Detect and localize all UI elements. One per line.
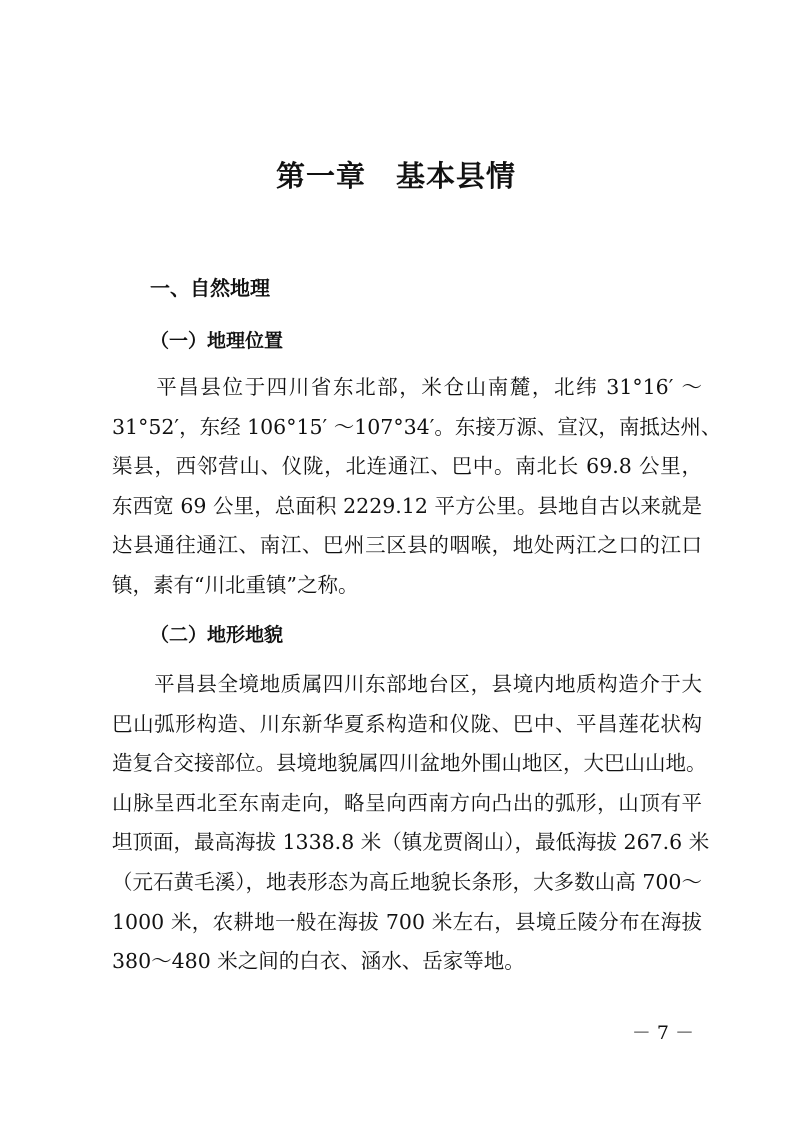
paragraph-line: 平昌县全境地质属四川东部地台区，县境内地质构造介于大 (112, 672, 702, 696)
paragraph-line: 东西宽 69 公里，总面积 2229.12 平方公里。县地自古以来就是 (112, 493, 702, 518)
paragraph-line: 坦顶面，最高海拔 1338.8 米（镇龙贾阁山），最低海拔 267.6 米 (112, 830, 710, 855)
paragraph-line: （元石黄毛溪），地表形态为高丘地貌长条形，大多数山高 700～ (112, 869, 702, 894)
paragraph-location (112, 368, 722, 606)
paragraph-line: 380～480 米之间的白衣、涵水、岳家等地。 (112, 949, 525, 974)
page-number: － 7 － (631, 1022, 694, 1044)
paragraph-line: 巴山弧形构造、川东新华夏系构造和仪陇、巴中、平昌莲花状构 (112, 711, 702, 736)
paragraph-line: 1000 米，农耕地一般在海拔 700 米左右，县境丘陵分布在海拔 (112, 909, 702, 934)
subsection-heading-terrain: （二）地形地貌 (150, 624, 284, 646)
paragraph-line: 造复合交接部位。县境地貌属四川盆地外围山地区，大巴山山地。 (112, 751, 707, 776)
section-heading-natural-geography: 一、自然地理 (150, 276, 270, 300)
paragraph-line: 山脉呈西北至东南走向，略呈向西南方向凸出的弧形，山顶有平 (112, 790, 702, 815)
paragraph-line: 达县通往通江、南江、巴州三区县的咽喉，地处两江之口的江口 (112, 533, 702, 558)
paragraph-line: 渠县，西邻营山、仪陇，北连通江、巴中。南北长 69.8 公里， (112, 454, 702, 479)
paragraph-terrain (112, 665, 710, 982)
subsection-heading-location: （一）地理位置 (150, 330, 284, 352)
chapter-title: 第一章 基本县情 (275, 159, 516, 193)
paragraph-line: 31°52′，东经 106°15′ ～107°34′。东接万源、宣汉，南抵达州、 (112, 414, 722, 439)
paragraph-line: 平昌县位于四川省东北部，米仓山南麓，北纬 31°16′ ～ (112, 375, 702, 399)
paragraph-line: 镇，素有“川北重镇”之称。 (112, 572, 359, 597)
